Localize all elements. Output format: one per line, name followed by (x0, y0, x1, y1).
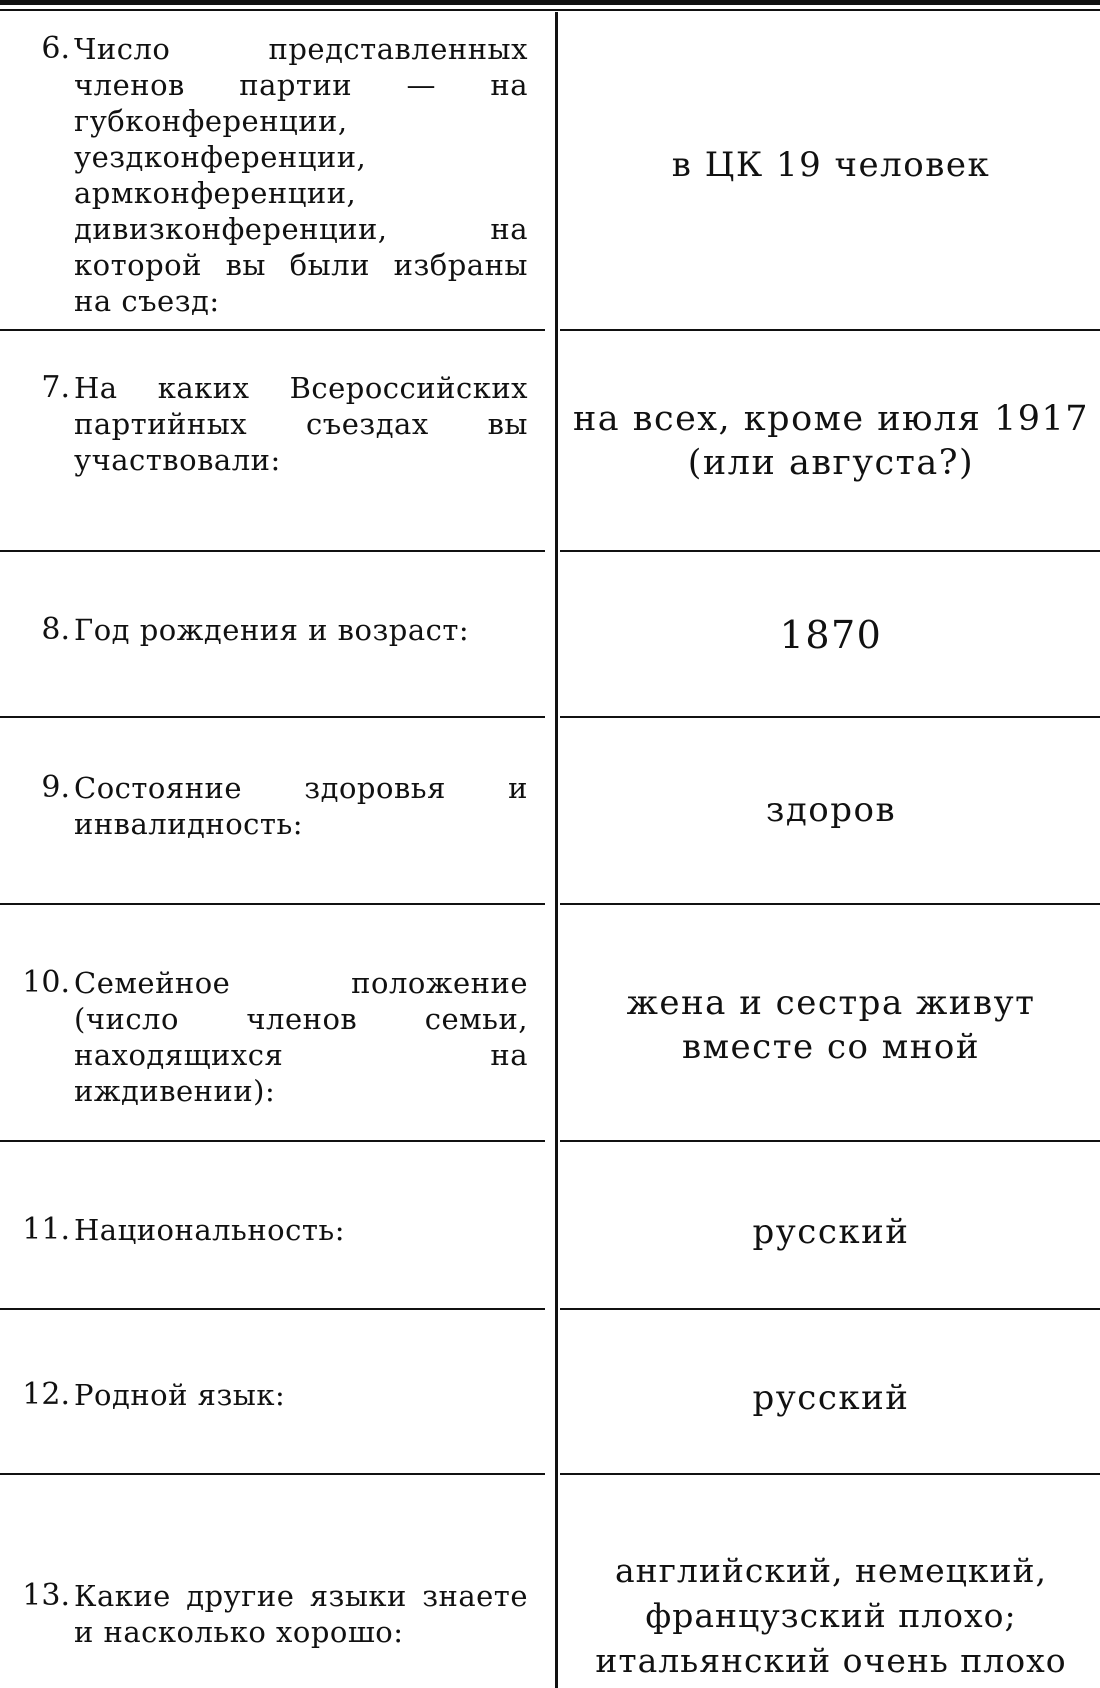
answer-cell (562, 605, 1100, 665)
question-cell (0, 370, 540, 500)
row-divider-right (560, 903, 1100, 905)
answer-text: на всех, кроме июля 1917 (или августа?) (572, 399, 1090, 483)
column-divider (555, 12, 558, 1688)
answer-text: русский (752, 1212, 910, 1252)
row-divider-left (0, 1473, 545, 1475)
top-thin-rule (0, 9, 1100, 11)
answer-cell (562, 975, 1100, 1075)
answer-cell (562, 1548, 1100, 1688)
question-cell (0, 1578, 540, 1658)
answer-cell (562, 1202, 1100, 1262)
question-cell (0, 965, 540, 1108)
question-text: Состояние здоровья и инвалидность: (74, 771, 528, 841)
answer-text: английский, немецкий, французский плохо; итальянский очень плохо (595, 1551, 1067, 1680)
row-divider-right (560, 550, 1100, 552)
question-number: 11. (22, 1212, 70, 1247)
question-number: 10. (22, 965, 70, 1000)
question-cell (0, 600, 540, 660)
row-divider-right (560, 1473, 1100, 1475)
answer-text: здоров (765, 790, 897, 830)
question-text: Родной язык: (74, 1378, 286, 1412)
answer-cell (562, 780, 1100, 840)
row-divider-right (560, 329, 1100, 331)
row-divider-left (0, 1140, 545, 1142)
answer-cell (562, 1368, 1100, 1428)
row-divider-right (560, 716, 1100, 718)
row-divider-left (0, 329, 545, 331)
question-number: 7. (41, 370, 70, 405)
answer-text: 1870 (779, 613, 883, 657)
row-divider-right (560, 1140, 1100, 1142)
question-text: Семейное положение (число членов семьи, находящихся на иждивении): (74, 966, 528, 1108)
answer-cell (562, 100, 1100, 230)
top-double-rule (0, 0, 1100, 5)
row-divider-left (0, 550, 545, 552)
question-number: 12. (22, 1377, 70, 1412)
question-cell (0, 31, 540, 318)
question-text: Год рождения и возраст: (74, 613, 470, 647)
question-cell (0, 770, 540, 860)
answer-cell (562, 386, 1100, 496)
question-number: 8. (41, 612, 70, 647)
question-number: 9. (41, 770, 70, 805)
answer-text: жена и сестра живут вместе со мной (626, 983, 1036, 1067)
question-text: На каких Всероссийских партийных съездах вы участвовали: (74, 371, 528, 477)
question-text: Национальность: (74, 1213, 345, 1247)
question-number: 13. (22, 1578, 70, 1613)
answer-text: русский (752, 1378, 910, 1418)
question-text: Число представленных членов партии — на губконференции, уездконференции, армконференции, дивизконференции, на которой вы были избраны на съезд: (74, 32, 528, 318)
row-divider-left (0, 1308, 545, 1310)
question-text: Какие другие языки знаете и насколько хорошо: (74, 1579, 528, 1649)
question-number: 6. (41, 31, 70, 66)
row-divider-left (0, 903, 545, 905)
question-cell (0, 1200, 540, 1260)
row-divider-right (560, 1308, 1100, 1310)
question-cell (0, 1365, 540, 1425)
row-divider-left (0, 716, 545, 718)
answer-text: в ЦК 19 человек (671, 145, 991, 185)
